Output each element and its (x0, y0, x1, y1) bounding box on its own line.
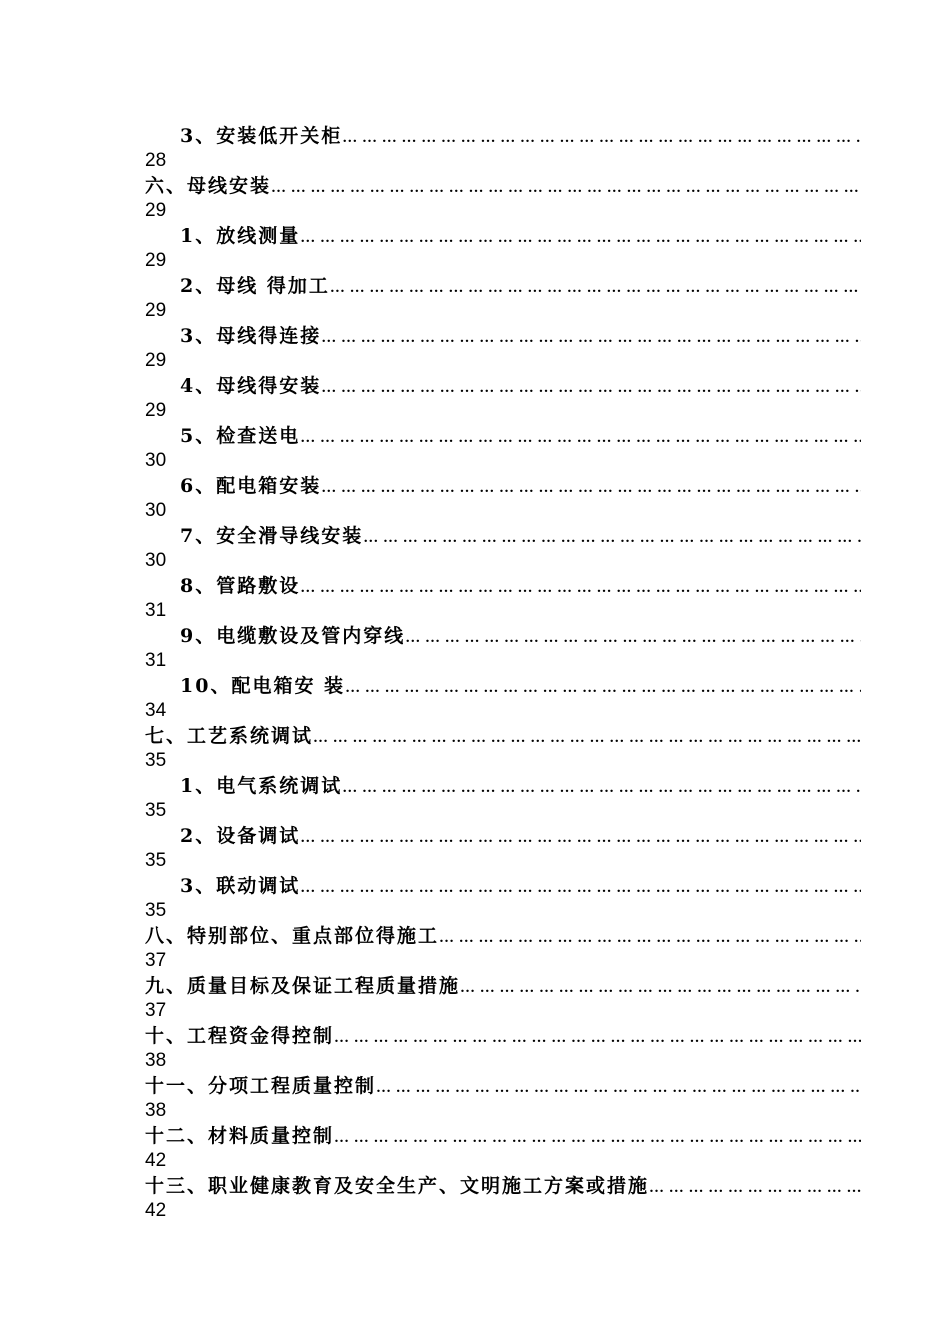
toc-entry[interactable] (145, 1172, 861, 1222)
toc-entry[interactable] (145, 672, 861, 722)
toc-entry-line (145, 1072, 861, 1100)
toc-entry-line (145, 1122, 861, 1150)
toc-entry-line (145, 172, 861, 200)
toc-page-number: 38 (145, 1100, 167, 1121)
toc-page-number: 35 (145, 800, 167, 821)
toc-dot-leader (342, 776, 861, 800)
toc-dot-leader (649, 1176, 861, 1200)
toc-page-number: 29 (145, 200, 167, 221)
toc-entry-line (145, 422, 861, 450)
toc-dot-leader (460, 976, 861, 1000)
toc-entry-line (145, 722, 861, 750)
toc-entry[interactable] (145, 872, 861, 922)
toc-entry-line (145, 972, 861, 1000)
toc-dot-leader (321, 376, 861, 400)
toc-entry-title: 十一、分项工程质量控制 (145, 1075, 377, 1097)
toc-entry[interactable] (145, 922, 861, 972)
toc-dot-leader (271, 176, 861, 200)
toc-entry-title: 2、母线 得加工 (180, 275, 330, 297)
toc-entry-title: 十、工程资金得控制 (145, 1025, 335, 1047)
toc-page-number: 29 (145, 300, 167, 321)
toc-entry-title: 1、电气系统调试 (180, 775, 343, 797)
toc-entry-title: 九、质量目标及保证工程质量措施 (145, 975, 461, 997)
toc-entry-line (145, 572, 861, 600)
toc-entry-title: 3、母线得连接 (180, 325, 322, 347)
toc-entry[interactable] (145, 172, 861, 222)
toc-entry[interactable] (145, 472, 861, 522)
toc-page-number: 42 (145, 1200, 167, 1221)
toc-dot-leader (334, 1126, 861, 1150)
toc-entry-line (145, 772, 861, 800)
toc-entry[interactable] (145, 1022, 861, 1072)
toc-entry[interactable] (145, 122, 861, 172)
toc-entry-title: 6、配电箱安装 (180, 475, 322, 497)
toc-page-number: 31 (145, 600, 167, 621)
toc-entry-line (145, 672, 861, 700)
toc-entry-title: 2、设备调试 (180, 825, 301, 847)
toc-dot-leader (405, 626, 861, 650)
toc-entry-title: 8、管路敷设 (180, 575, 301, 597)
toc-entry-title: 六、母线安装 (145, 175, 272, 197)
toc-entry[interactable] (145, 372, 861, 422)
toc-dot-leader (300, 426, 861, 450)
toc-dot-leader (439, 926, 861, 950)
toc-entry-title: 5、检查送电 (180, 425, 301, 447)
toc-page-number: 30 (145, 550, 167, 571)
toc-page-number: 38 (145, 1050, 167, 1071)
toc-entry[interactable] (145, 422, 861, 472)
toc-entry-title: 十二、材料质量控制 (145, 1125, 335, 1147)
toc-entry[interactable] (145, 222, 861, 272)
toc-entry-line (145, 322, 861, 350)
toc-entry-title: 八、特别部位、重点部位得施工 (145, 925, 440, 947)
toc-page-number: 37 (145, 1000, 167, 1021)
toc-entry-line (145, 1022, 861, 1050)
toc-entry[interactable] (145, 572, 861, 622)
toc-entry[interactable] (145, 772, 861, 822)
toc-entry-title: 4、母线得安装 (180, 375, 322, 397)
toc-page-number: 29 (145, 400, 167, 421)
toc-entry-line (145, 372, 861, 400)
toc-dot-leader (345, 676, 861, 700)
toc-entry-title: 十三、职业健康教育及安全生产、文明施工方案或措施 (145, 1175, 650, 1197)
toc-page-number: 31 (145, 650, 167, 671)
toc-page-number: 42 (145, 1150, 167, 1171)
toc-entry-line (145, 1172, 861, 1200)
toc-page-number: 35 (145, 900, 167, 921)
toc-entry-title: 9、电缆敷设及管内穿线 (180, 625, 406, 647)
toc-page-number: 35 (145, 850, 167, 871)
toc-dot-leader (342, 126, 861, 150)
toc-entry-title: 七、工艺系统调试 (145, 725, 314, 747)
toc-entry-line (145, 472, 861, 500)
toc-entry[interactable] (145, 1122, 861, 1172)
toc-entry[interactable] (145, 322, 861, 372)
toc-dot-leader (300, 576, 861, 600)
toc-page-number: 30 (145, 450, 167, 471)
toc-entry[interactable] (145, 972, 861, 1022)
toc-dot-leader (376, 1076, 861, 1100)
toc-entry-line (145, 922, 861, 950)
toc-entry-title: 3、联动调试 (180, 875, 301, 897)
toc-dot-leader (330, 276, 861, 300)
toc-entry-title: 10、配电箱安 装 (180, 675, 346, 697)
toc-page-number: 30 (145, 500, 167, 521)
toc-entry-line (145, 122, 861, 150)
toc-entry-line (145, 622, 861, 650)
toc-entry-line (145, 272, 861, 300)
toc-entry-title: 1、放线测量 (180, 225, 301, 247)
toc-entry-line (145, 522, 861, 550)
toc-entry[interactable] (145, 822, 861, 872)
toc-entry[interactable] (145, 622, 861, 672)
toc-entry-line (145, 872, 861, 900)
toc-entry-title: 3、安装低开关柜 (180, 125, 343, 147)
toc-entry[interactable] (145, 272, 861, 322)
toc-entry[interactable] (145, 522, 861, 572)
toc-page-number: 28 (145, 150, 167, 171)
toc-page-number: 35 (145, 750, 167, 771)
toc-entry[interactable] (145, 1072, 861, 1122)
toc-dot-leader (300, 876, 861, 900)
toc-dot-leader (300, 826, 861, 850)
toc-dot-leader (363, 526, 861, 550)
toc-page-number: 29 (145, 250, 167, 271)
toc-page-number: 37 (145, 950, 167, 971)
toc-dot-leader (334, 1026, 861, 1050)
toc-entry[interactable] (145, 722, 861, 772)
toc-dot-leader (321, 326, 861, 350)
toc-page-number: 29 (145, 350, 167, 371)
table-of-contents (145, 122, 861, 1222)
toc-entry-title: 7、安全滑导线安装 (180, 525, 364, 547)
toc-entry-line (145, 222, 861, 250)
toc-dot-leader (300, 226, 861, 250)
toc-dot-leader (321, 476, 861, 500)
toc-page-number: 34 (145, 700, 167, 721)
toc-dot-leader (313, 726, 861, 750)
toc-entry-line (145, 822, 861, 850)
